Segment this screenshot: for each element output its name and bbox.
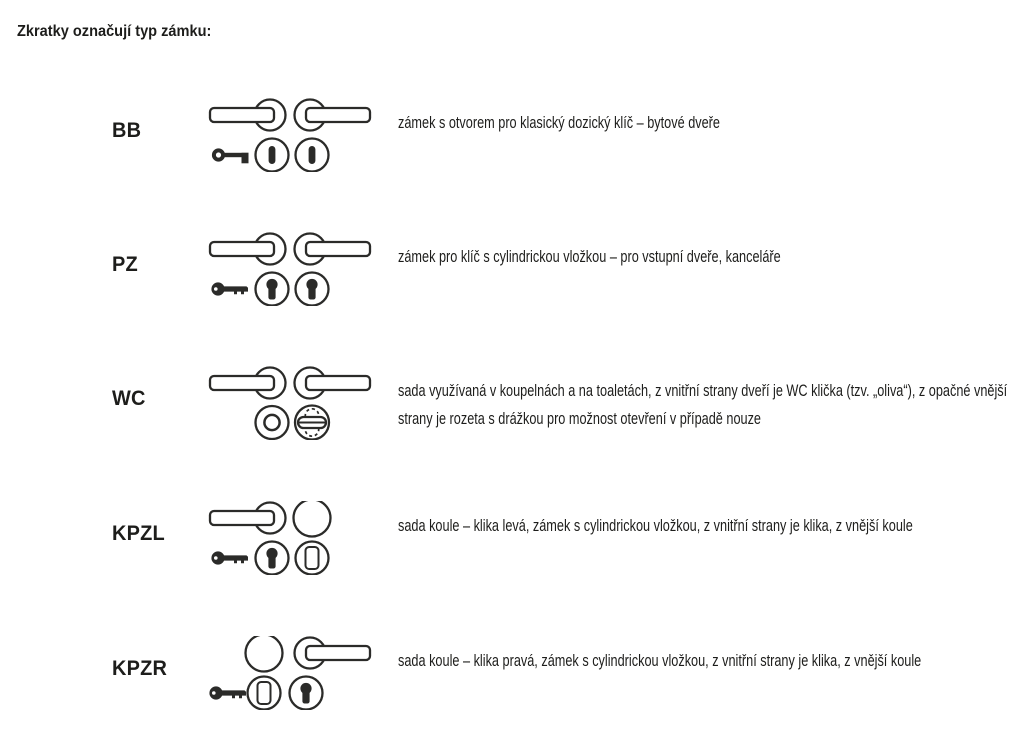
- bit-key-icon: [214, 150, 249, 163]
- lockset-kpzr-icon: [208, 636, 372, 710]
- door-handle-left-icon: [210, 503, 286, 534]
- pz-keyhole-escutcheon-icon: [296, 273, 329, 306]
- pz-keyhole-escutcheon-icon: [256, 542, 289, 575]
- pz-keyhole-escutcheon-icon: [256, 273, 289, 306]
- door-handle-left-icon: [210, 234, 286, 265]
- lock-type-code: KPZR: [112, 657, 168, 680]
- cylinder-key-icon: [211, 282, 248, 295]
- lock-type-row-wc: [0, 366, 1011, 440]
- lockset-pz-icon: [208, 232, 372, 306]
- knob-plate-escutcheon-icon: [296, 542, 329, 575]
- lock-type-code: BB: [112, 119, 142, 142]
- lock-type-row-kpzr: [0, 636, 1011, 710]
- lock-type-code: WC: [112, 387, 146, 410]
- lock-type-code: PZ: [112, 253, 138, 276]
- wc-oliva-turn-icon: [295, 406, 329, 440]
- lock-type-code: KPZL: [112, 522, 165, 545]
- lock-type-description: sada koule – klika levá, zámek s cylindrickou vložkou, z vnitřní strany je klika, z vnější koule: [398, 517, 913, 535]
- cylinder-key-icon: [211, 551, 248, 564]
- door-handle-right-icon: [295, 234, 371, 265]
- lock-type-row-bb: [0, 98, 1011, 172]
- bb-keyhole-escutcheon-icon: [296, 139, 329, 172]
- door-handle-right-icon: [295, 100, 371, 131]
- lock-type-row-pz: [0, 232, 1011, 306]
- lockset-bb-icon: [208, 98, 372, 172]
- door-handle-right-icon: [295, 638, 371, 669]
- lock-type-description: zámek s otvorem pro klasický dozický klíč – bytové dveře: [398, 114, 720, 132]
- page-title: Zkratky označují typ zámku:: [17, 23, 212, 40]
- bb-keyhole-escutcheon-icon: [256, 139, 289, 172]
- door-handle-left-icon: [210, 100, 286, 131]
- cylinder-key-icon: [209, 686, 246, 699]
- lock-type-description: sada využívaná v koupelnách a na toaletách, z vnitřní strany dveří je WC klička (tzv. „oliva“), z opačné vnější strany je rozeta s drážkou pro možnost otevření v případě nouze: [398, 382, 1008, 428]
- door-handle-left-icon: [210, 368, 286, 399]
- pz-keyhole-escutcheon-icon: [290, 677, 323, 710]
- lock-type-description: zámek pro klíč s cylindrickou vložkou – pro vstupní dveře, kanceláře: [398, 248, 781, 266]
- lock-type-row-kpzl: [0, 501, 1011, 575]
- lockset-kpzl-icon: [208, 501, 372, 575]
- lock-type-description: sada koule – klika pravá, zámek s cylindrickou vložkou, z vnitřní strany je klika, z vnější koule: [398, 652, 922, 670]
- ball-knob-icon: [246, 636, 283, 672]
- ball-knob-icon: [294, 501, 331, 537]
- grooved-rosette-icon: [256, 406, 289, 439]
- door-handle-right-icon: [295, 368, 371, 399]
- lockset-wc-icon: [208, 366, 372, 440]
- knob-plate-escutcheon-icon: [248, 677, 281, 710]
